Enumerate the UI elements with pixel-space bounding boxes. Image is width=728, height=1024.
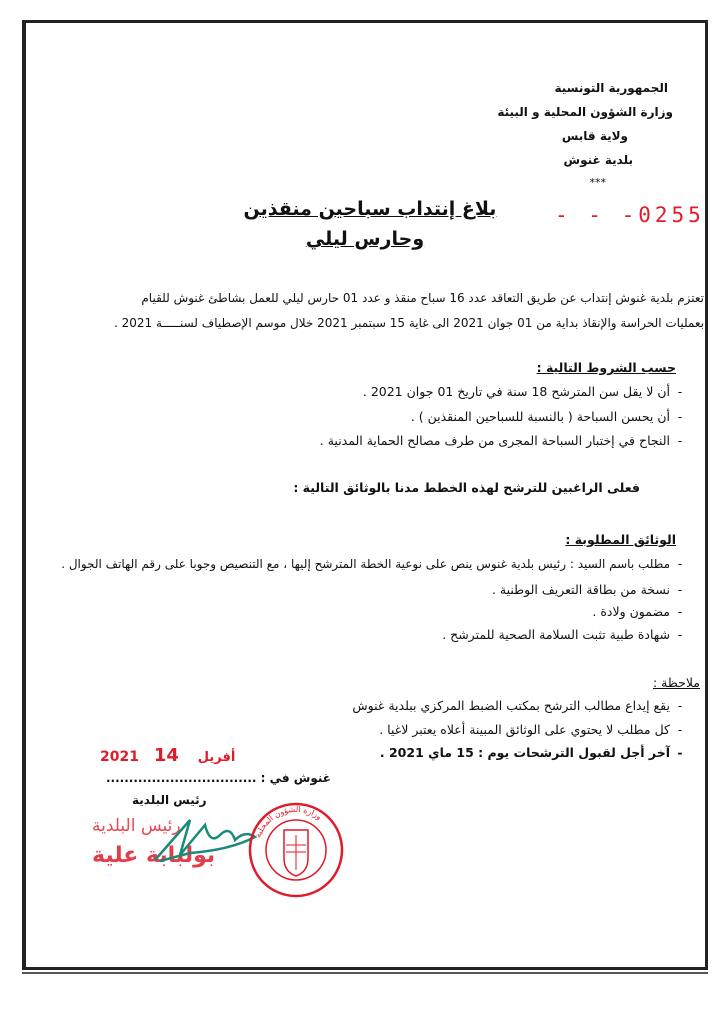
- bottom-line: [22, 972, 708, 974]
- header-line-governorate: ولاية قابس: [561, 129, 628, 143]
- header-line-municipality: بلدية غنوش: [563, 153, 633, 167]
- place-date-line: غنوش في : .................................: [106, 771, 331, 785]
- intro-line-1: تعتزم بلدية غنوش إنتداب عن طريق التعاقد عدد 16 سباح منقذ و عدد 01 حارس ليلي للعمل بشاطئ غنوش للقيام: [141, 291, 704, 305]
- condition-item: -أن يحسن السباحة ( بالنسبة للسباحين المنقذين ) .: [410, 409, 683, 424]
- call-to-apply: فعلى الراغبين للترشح لهذه الخطط مدنا بالوثائق التالية :: [293, 480, 640, 495]
- signature-scribble: [150, 815, 260, 865]
- document-item: -مطلب باسم السيد : رئيس بلدية غنوس ينص على نوعية الخطة المترشح إليها ، مع التنصيص وجوبا على رقم الهاتف الجوال .: [61, 557, 683, 571]
- document-item: -نسخة من بطاقة التعريف الوطنية .: [491, 582, 683, 597]
- stamp-text-title: رئيس البلدية: [92, 816, 181, 836]
- header-line-republic: الجمهورية التونسية: [554, 81, 668, 95]
- note-item-deadline: -آخر أجل لقبول الترشحات يوم : 15 ماي 2021 .: [379, 745, 683, 760]
- condition-item: -النجاح في إختبار السباحة المجرى من طرف مصالح الحماية المدنية .: [319, 433, 683, 448]
- signatory-title: رئيس البلدية: [132, 793, 207, 807]
- condition-item: -أن لا يقل سن المترشح 18 سنة في تاريخ 01 جوان 2021 .: [362, 384, 683, 399]
- notes-heading: ملاحظة :: [652, 675, 700, 690]
- title-line-1: بلاغ إنتداب سباحين منقذين: [243, 198, 497, 220]
- date-stamp: 2021 أفريل 14: [100, 745, 236, 766]
- intro-line-2: بعمليات الحراسة والإنقاذ بداية من 01 جوان 2021 الى غاية 15 سبتمبر 2021 خلال موسم الإصطياف لسنـــــة 2021 .: [113, 316, 704, 330]
- stamp-text-name: بولبابة علية: [92, 843, 216, 868]
- document-item: -مضمون ولادة .: [592, 604, 683, 619]
- note-item: -يقع إيداع مطالب الترشح بمكتب الضبط المركزي ببلدية غنوش: [352, 698, 683, 713]
- header-stars: ***: [589, 176, 606, 189]
- svg-text:وزارة الشؤون المحلية: وزارة الشؤون المحلية: [253, 804, 324, 839]
- header-line-ministry: وزارة الشؤون المحلية و البيئة: [497, 105, 673, 119]
- note-item: -كل مطلب لا يحتوي على الوثائق المبينة أعلاه يعتبر لاغيا .: [379, 722, 683, 737]
- documents-heading: الوثائق المطلوبة :: [565, 532, 676, 547]
- official-seal: [246, 800, 346, 900]
- document-item: -شهادة طبية تثبت السلامة الصحية للمترشح .: [442, 627, 683, 642]
- conditions-heading: حسب الشروط التالية :: [536, 360, 676, 375]
- reference-number: - - -0255: [555, 203, 705, 227]
- title-line-2: وحارس ليلي: [305, 228, 425, 250]
